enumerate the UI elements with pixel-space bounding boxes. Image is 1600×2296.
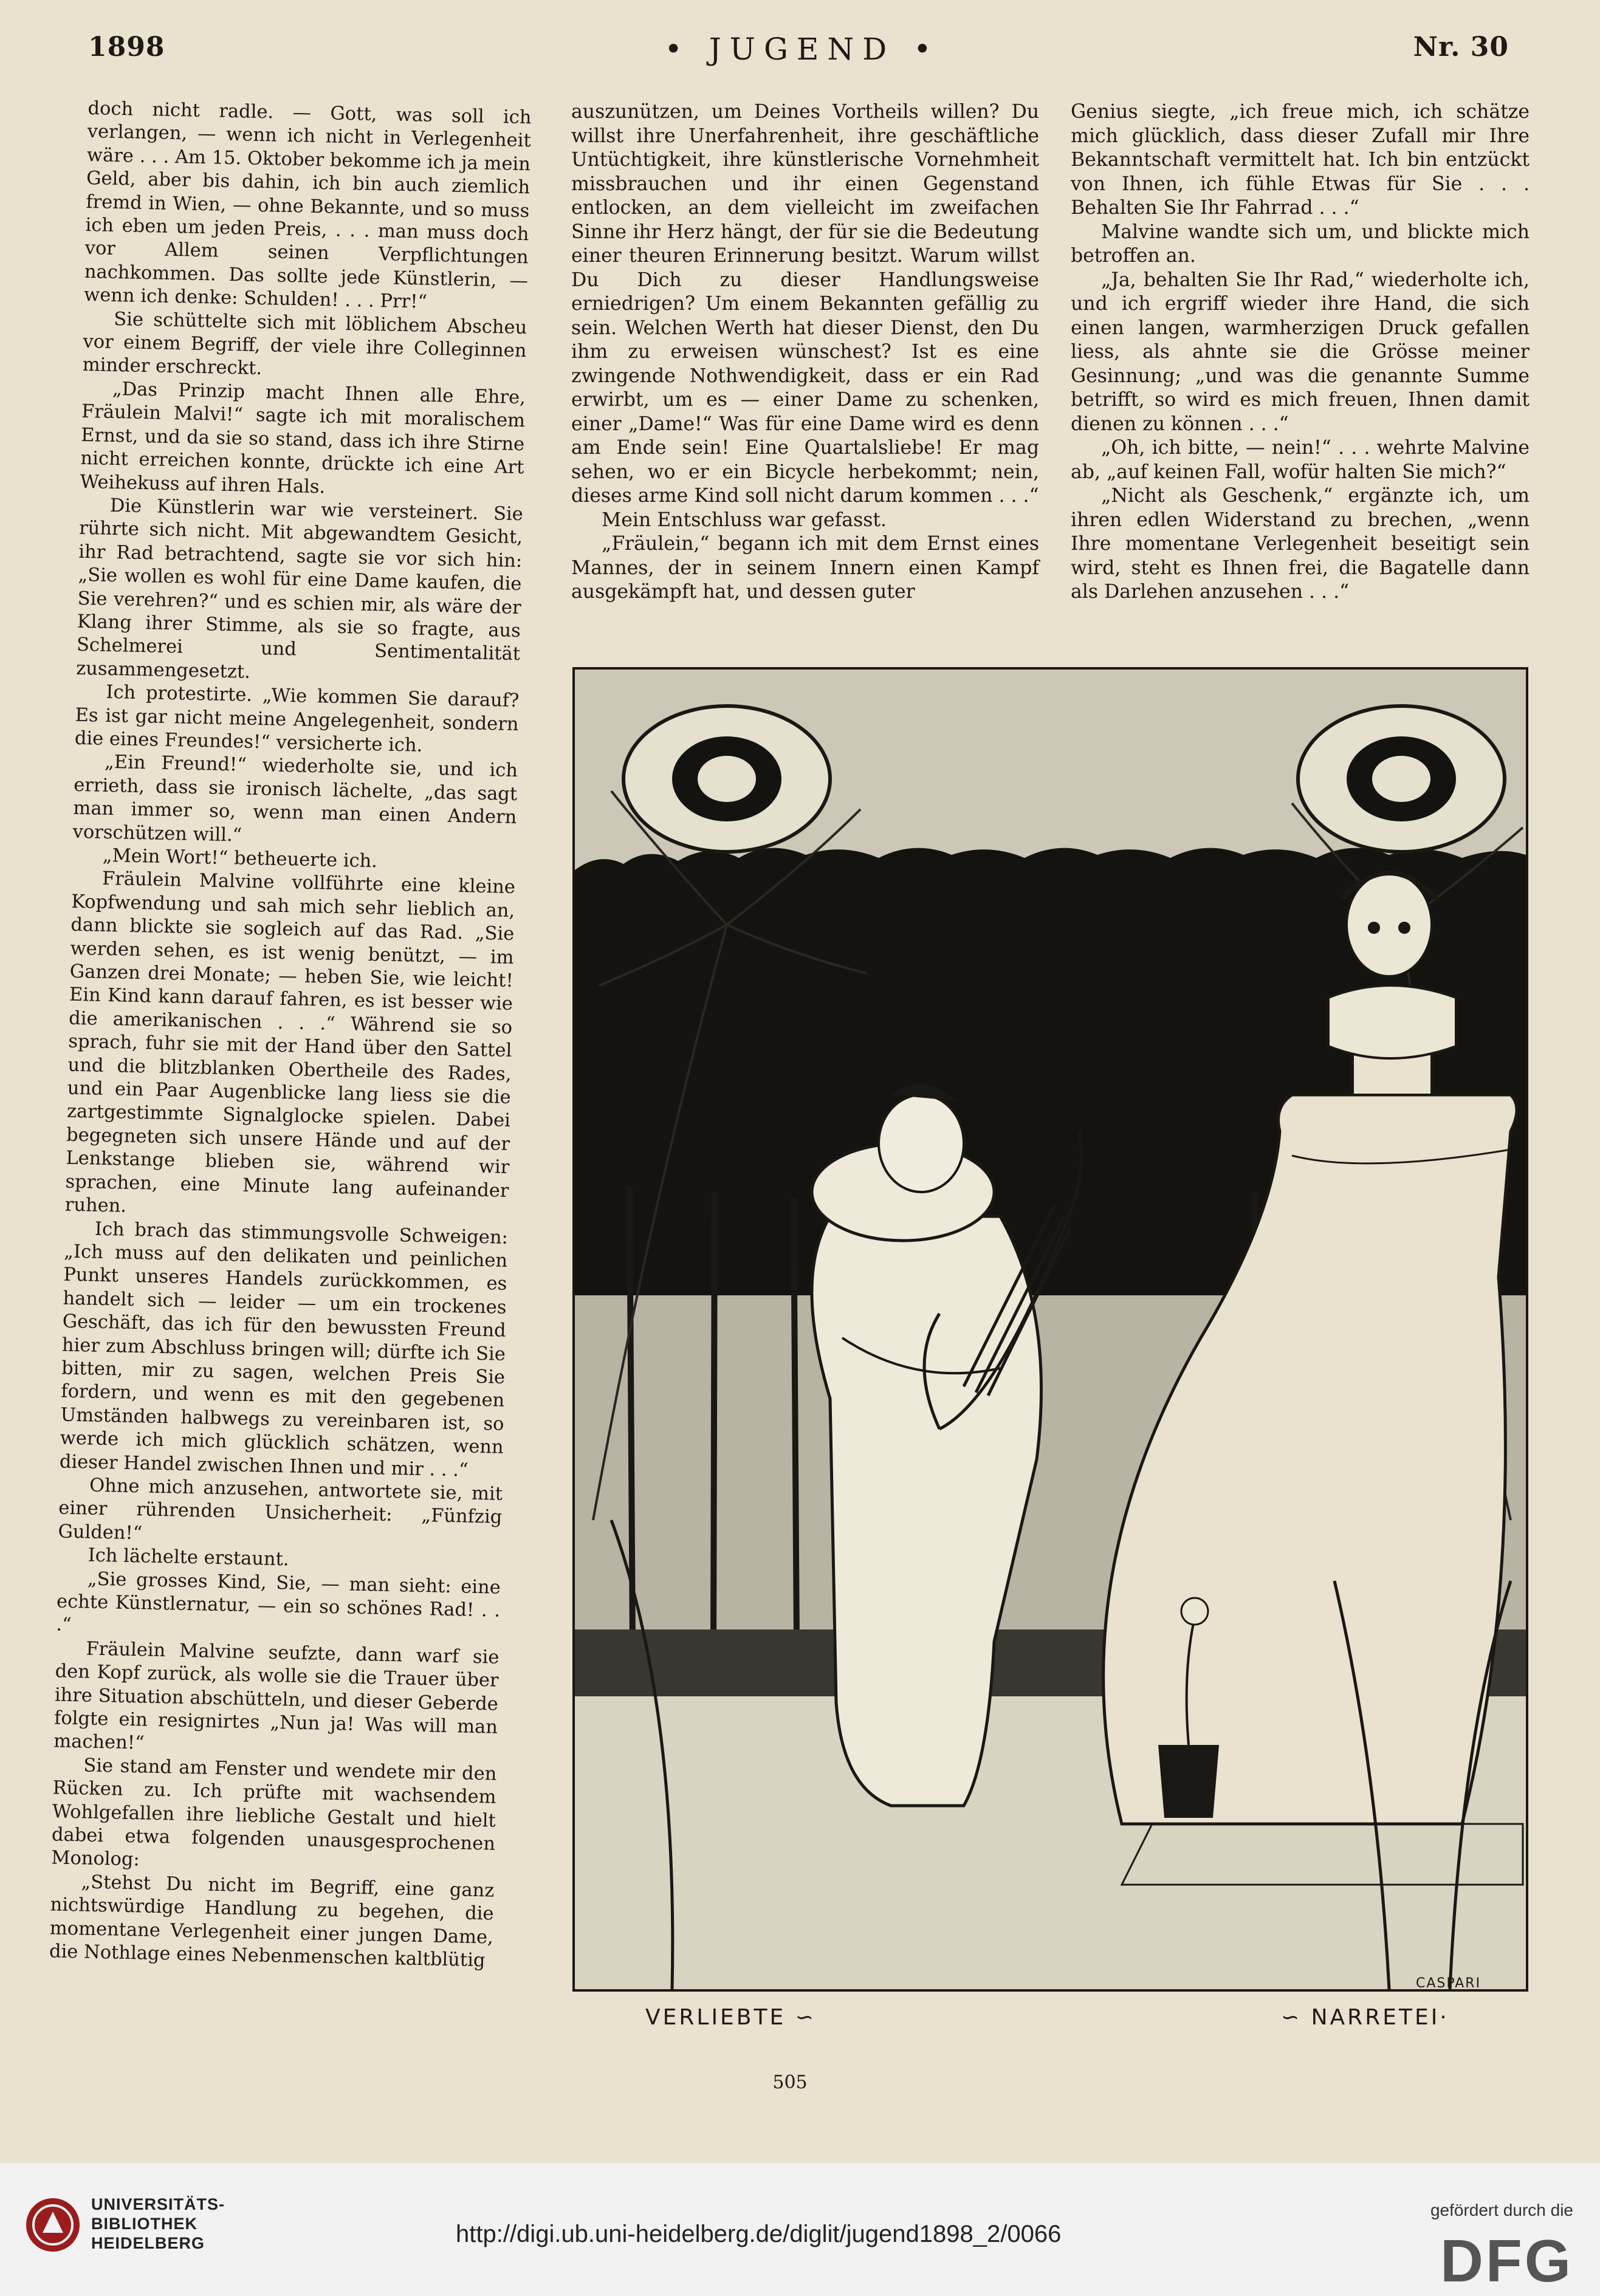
ornament-icon: ∽ — [795, 2005, 816, 2030]
paragraph: „Ein Freund!“ wiederholte sie, und ich errieth, dass sie ironisch lächelte, „das sagt man immer so, wenn man einen Andern vorschützen will.“ — [72, 752, 518, 846]
paragraph: „Sie grosses Kind, Sie, — man sieht: eine echte Künstlernatur, — ein so schönes Rad! . . .“ — [55, 1568, 501, 1636]
paragraph: Ich brach das stimmungsvolle Schweigen: „Ich muss auf den delikaten und peinlichen Punkt unseres Handels zurückkommen, es handelt sich — leider — um ein trockenes Geschäft, das ich für den bewussten Freund hier zum Abschluss bringen will; dürfte ich Sie bitten, mir zu sagen, welchen Preis Sie fordern, und wenn es mit den gegebenen Umständen halbwegs zu vereinbaren ist, so werde ich mich glücklich schätzen, wenn dieser Handel zwischen Ihnen und mir . . .“ — [59, 1218, 509, 1481]
header-issue: Nr. 30 — [1413, 32, 1509, 63]
paragraph: Genius siegte, „ich freue mich, ich schätze mich glücklich, dass dieser Zufall mir Ihre Bekanntschaft vermittelt hat. Ich bin entzückt von Ihnen, ich fühle Etwas für Sie . . . Behalten Sie Ihr Fahrrad . . .“ — [1071, 101, 1530, 219]
paragraph: Sie stand am Fenster und wendete mir den Rücken zu. Ich prüfte mit wachsendem Wohlgefallen ihre liebliche Gestalt und hielt dabei etwa folgenden unausgesprochenen Monolog: — [50, 1755, 497, 1871]
paragraph: Mein Entschluss war gefasst. — [602, 509, 887, 531]
text-column-1 — [49, 97, 532, 1973]
paragraph: Ich lächelte erstaunt. — [88, 1544, 289, 1571]
paragraph: „Stehst Du nicht im Begriff, eine ganz nichtswürdige Handlung zu begehen, die momentane Verlegenheit einer jungen Dame, die Nothlage eines Nebenmenschen kaltblütig — [49, 1871, 495, 1972]
dfg-logo: DFG — [1440, 2227, 1573, 2294]
paragraph: „Fräulein,“ begann ich mit dem Ernst eines Mannes, der in seinem Innern einen Kampf ausgekämpft hat, und dessen guter — [571, 533, 1039, 603]
paragraph: Ich protestirte. „Wie kommen Sie darauf? Es ist gar nicht meine Angelegenheit, sondern die eines Freundes!“ versicherte ich. — [74, 681, 520, 756]
caption-right — [1281, 2005, 1449, 2030]
paragraph: „Ja, behalten Sie Ihr Rad,“ wiederholte ich, und ich ergriff wieder ihre Hand, die sich einen langen, warmherzigen Druck gefallen liess, als ahnte sie die Grösse meiner Gesinnung; „und was die genannte Summe betrifft, so wird es mich freuen, Ihnen damit dienen zu können . . .“ — [1071, 269, 1530, 435]
illustration-pierrot-with-lyre — [572, 667, 1528, 1992]
caption-right-text: NARRETEI· — [1311, 2005, 1449, 2030]
source-url-link[interactable]: http://digi.ub.uni-heidelberg.de/diglit/jugend1898_2/0066 — [456, 2221, 1062, 2247]
text-column-3 — [1071, 100, 1530, 605]
ornament-icon: ∽ — [1281, 2005, 1302, 2030]
paragraph: „Nicht als Geschenk,“ ergänzte ich, um ihren edlen Widerstand zu brechen, „wenn Ihre momentane Verlegenheit beseitigt sein wird, steht es Ihnen frei, die Bagatelle dann als Darlehen anzusehen . . .“ — [1071, 485, 1530, 603]
paragraph: „Mein Wort!“ betheuerte ich. — [102, 845, 378, 872]
artist-signature: CASPARI — [1416, 1976, 1482, 1991]
caption-left — [645, 2005, 816, 2030]
paragraph: Fräulein Malvine seufzte, dann warf sie den Kopf zurück, als wolle sie die Trauer über ihre Situation abschütteln, und dieser Geberde folgte ein resignirtes „Nun ja! Was will man machen!“ — [53, 1638, 500, 1754]
text-column-2 — [571, 100, 1039, 605]
paragraph: Malvine wandte sich um, und blickte mich betroffen an. — [1071, 221, 1530, 267]
caption-left-text: VERLIEBTE — [645, 2005, 786, 2030]
illustration-drawing — [575, 670, 1526, 1989]
paragraph: „Das Prinzip macht Ihnen alle Ehre, Fräulein Malvi!“ sagte ich mit moralischem Ernst, und da sie so stand, dass ich ihre Stirne nicht erreichen konnte, drückte ich eine Art Weihekuss auf ihren Hals. — [80, 378, 526, 498]
paragraph: Fräulein Malvine vollführte eine kleine Kopfwendung und sah mich sehr lieblich an, dann blickte sie sogleich auf das Rad. „Sie werden sehen, es ist wenig benützt, — im Ganzen drei Monate; — heben Sie, wie leicht! Ein Kind kann darauf fahren, es ist besser wie die amerikanischen . . .“ Während sie so sprach, fuhr sie mit der Hand über den Sattel und die blitzblanken Obertheile des Rades, und ein Paar Augenblicke lang liess sie die zartgestimmte Signalglocke spielen. Dabei begegneten sich unsere Hände und auf der Lenkstange blieben sie, während wir sprachen, eine Minute lang aufeinander ruhen. — [64, 868, 516, 1217]
institution-name: UNIVERSITÄTS- BIBLIOTHEK HEIDELBERG — [91, 2195, 225, 2252]
paragraph: auszunützen, um Deines Vortheils willen? Du willst ihre Unerfahrenheit, ihre geschäftliche Untüchtigkeit, ihre künstlerische Vornehmheit missbrauchen und ihr einen Gegenstand entlocken, an dem vielleicht im zweifachen Sinne ihr Herz hängt, der für sie die Bedeutung einer theuren Erinnerung besitzt. Warum willst Du Dich zu dieser Handlungsweise erniedrigen? Um einem Bekannten gefällig zu sein. Welchen Werth hat dieser Dienst, den Du ihm zu erweisen wünschest? Ist es eine zwingende Nothwendigkeit, dass er ein Rad erwirbt, um es — einer Dame zu schenken, einer „Dame!“ Was für eine Dame wird es denn am Ende sein! Eine Quartalsliebe! Er mag sehen, wo er ein Bicycle herbekommt; nein, dieses arme Kind soll nicht darum kommen . . .“ — [571, 101, 1039, 507]
paragraph: Sie schüttelte sich mit löblichem Abscheu vor einem Begriff, der viele ihre Colleginnen minder erschreckt. — [82, 308, 527, 380]
paragraph: „Oh, ich bitte, — nein!“ . . . wehrte Malvine ab, „auf keinen Fall, wofür halten Sie mich?“ — [1071, 437, 1530, 483]
header-year: 1898 — [88, 32, 165, 63]
page-number: 505 — [772, 2072, 808, 2093]
paragraph: doch nicht radle. — Gott, was soll ich verlangen, — wenn ich nicht in Verlegenheit wäre . . . Am 15. Oktober bekomme ich ja mein Geld, aber bis dahin, ich bin auch ziemlich fremd in Wien, — ohne Bekannte, und so muss ich eben um jeden Preis, . . . man muss doch vor Allem seinen Verpflichtungen nachkommen. Das sollte jede Künstlerin, — wenn ich denke: Schulden! . . . Prr!“ — [83, 97, 532, 314]
header-title: • JUGEND • — [664, 32, 940, 67]
paragraph: Ohne mich anzusehen, antwortete sie, mit einer rührenden Unsicherheit: „Fünfzig Gulden!“ — [58, 1475, 503, 1544]
paragraph: Die Künstlerin war wie versteinert. Sie rührte sich nicht. Mit abgewandtem Gesicht, ihr Rad betrachtend, sagte sie vor sich hin: „Sie wollen es wohl für eine Dame kaufen, die Sie verehren?“ und es schien mir, als wäre der Klang ihrer Stimme, als sie so fragte, aus Schelmerei und Sentimentalität zusammengesetzt. — [75, 495, 524, 683]
university-seal-icon — [24, 2196, 82, 2254]
funding-label: gefördert durch die — [1430, 2201, 1573, 2219]
viewer-footer — [0, 2163, 1600, 2296]
